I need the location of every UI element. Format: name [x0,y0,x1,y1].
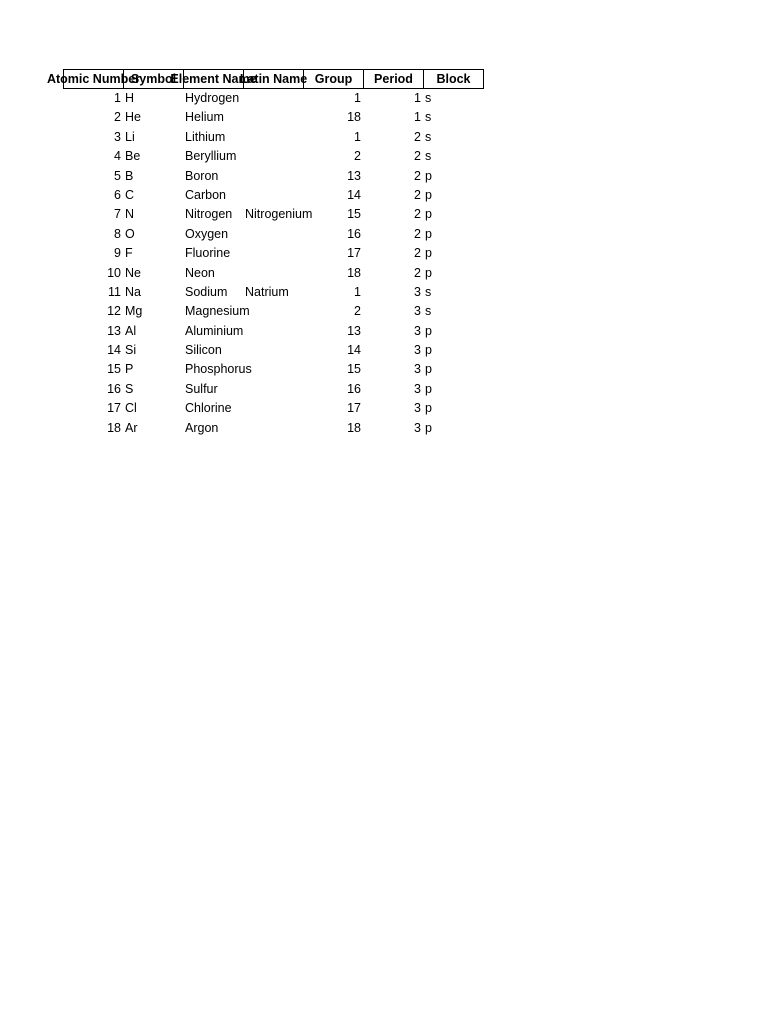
table-row [63,225,484,244]
cell-latin-name[interactable] [243,225,303,244]
cell-latin-name[interactable] [243,167,303,186]
table-row [63,341,484,360]
cell-latin-name[interactable] [243,341,303,360]
cell-group[interactable]: 17 [347,246,361,261]
cell-group[interactable]: 16 [347,381,361,396]
cell-element-name[interactable]: Beryllium [185,149,237,164]
cell-block[interactable]: s [425,304,432,319]
cell-symbol[interactable]: He [125,110,141,125]
table-row [63,302,484,321]
cell-block[interactable]: p [425,362,432,377]
cell-group[interactable]: 1 [354,129,361,144]
cell-symbol[interactable]: Cl [125,401,137,416]
cell-element-name[interactable]: Oxygen [185,226,229,241]
cell-atomic-number[interactable]: 14 [107,343,121,358]
cell-atomic-number[interactable]: 11 [108,284,121,299]
cell-latin-name[interactable] [243,147,303,166]
cell-symbol[interactable]: S [125,381,134,396]
cell-symbol[interactable]: Mg [125,304,143,319]
cell-latin-name[interactable] [243,186,303,205]
header-cell-period[interactable] [363,69,424,89]
cell-symbol[interactable]: Si [125,343,137,358]
cell-element-name[interactable]: Neon [185,265,215,280]
cell-block[interactable]: p [425,323,432,338]
cell-block[interactable]: p [425,246,432,261]
cell-element-name[interactable]: Silicon [185,343,222,358]
table-row [63,244,484,263]
header-label: Group [314,72,353,86]
cell-element-name[interactable]: Nitrogen [185,207,233,222]
cell-period[interactable]: 3 [414,323,421,338]
table-row [63,186,484,205]
cell-period[interactable]: 2 [414,226,421,241]
cell-group[interactable]: 15 [347,362,361,377]
cell-group[interactable]: 18 [347,420,361,435]
cell-block[interactable]: p [425,207,432,222]
cell-period[interactable]: 2 [414,129,421,144]
cell-latin-name[interactable] [243,419,303,438]
cell-atomic-number[interactable]: 8 [114,226,121,241]
cell-atomic-number[interactable]: 6 [114,187,121,202]
cell-block[interactable]: p [425,401,432,416]
cell-element-name[interactable]: Chlorine [185,401,232,416]
cell-symbol[interactable]: N [125,207,135,222]
header-label: Period [374,72,413,86]
cell-group[interactable]: 1 [354,91,361,105]
cell-group[interactable]: 14 [347,343,361,358]
cell-atomic-number[interactable]: 15 [107,362,121,377]
cell-group[interactable]: 1 [354,284,361,299]
cell-block[interactable]: s [425,149,432,164]
table-row [63,167,484,186]
table-row [63,205,484,224]
cell-block[interactable]: s [425,110,432,125]
table-row [63,108,484,127]
table-row [63,322,484,341]
cell-element-name[interactable]: Magnesium [185,304,250,319]
header-cell-atomic-number[interactable] [46,69,141,89]
cell-period[interactable]: 2 [414,168,421,183]
cell-atomic-number[interactable]: 5 [114,168,121,183]
cell-element-name[interactable]: Sodium [185,284,228,299]
cell-group[interactable]: 18 [347,265,361,280]
cell-group[interactable]: 2 [354,304,361,319]
cell-latin-name[interactable] [243,322,303,341]
cell-symbol[interactable]: Ar [125,420,138,435]
cell-period[interactable]: 2 [414,207,421,222]
cell-atomic-number[interactable]: 10 [107,265,121,280]
cell-symbol[interactable]: C [125,187,135,202]
cell-period[interactable]: 3 [414,304,421,319]
table-row [63,380,484,399]
cell-period[interactable]: 3 [414,284,421,299]
cell-latin-name[interactable] [243,264,303,283]
cell-block[interactable]: s [425,91,432,105]
cell-element-name[interactable]: Phosphorus [185,362,252,377]
table-row [63,264,484,283]
cell-symbol[interactable]: Li [125,129,135,144]
header-cell-group[interactable] [303,69,364,89]
table-row [63,360,484,379]
cell-element-name[interactable]: Carbon [185,187,226,202]
cell-block[interactable]: p [425,168,432,183]
header-cell-block[interactable] [423,69,484,89]
cell-atomic-number[interactable]: 9 [114,246,121,261]
header-label: Block [436,72,471,86]
cell-period[interactable]: 1 [414,110,421,125]
cell-block[interactable]: s [425,129,432,144]
cell-symbol[interactable]: Ne [125,265,141,280]
cell-element-name[interactable]: Boron [185,168,219,183]
cell-period[interactable]: 3 [414,362,421,377]
table-row [63,147,484,166]
cell-latin-name[interactable] [243,380,303,399]
cell-block[interactable]: p [425,226,432,241]
cell-element-name[interactable]: Helium [185,110,224,125]
cell-symbol[interactable]: P [125,362,134,377]
header-label: Atomic Number [46,72,141,86]
cell-latin-name[interactable] [243,302,303,321]
table-row [63,89,484,108]
header-cell-latin-name[interactable] [239,69,308,89]
cell-period[interactable]: 3 [414,420,421,435]
cell-block[interactable]: p [425,265,432,280]
cell-period[interactable]: 2 [414,246,421,261]
cell-latin-name[interactable] [243,360,303,379]
cell-group[interactable]: 17 [347,401,361,416]
cell-latin-name[interactable] [243,399,303,418]
cell-group[interactable]: 2 [354,149,361,164]
cell-atomic-number[interactable]: 17 [107,401,121,416]
cell-atomic-number[interactable]: 7 [114,207,121,222]
cell-block[interactable]: p [425,343,432,358]
cell-group[interactable]: 16 [347,226,361,241]
cell-period[interactable]: 1 [414,91,421,105]
header-label: Latin Name [239,72,308,86]
cell-period[interactable]: 3 [414,343,421,358]
cell-period[interactable]: 3 [414,381,421,396]
header-label: Symbol [130,72,177,86]
table-row [63,399,484,418]
header-label: Element Name [170,72,257,86]
cell-latin-name[interactable]: Natrium [245,284,289,299]
cell-atomic-number[interactable]: 2 [114,110,121,125]
cell-symbol[interactable]: Na [125,284,141,299]
cell-element-name[interactable]: Hydrogen [185,91,240,105]
cell-period[interactable]: 3 [414,401,421,416]
cell-group[interactable]: 13 [347,168,361,183]
cell-symbol[interactable]: H [125,91,135,105]
table-body [63,89,484,438]
cell-element-name[interactable]: Fluorine [185,246,231,261]
cell-block[interactable]: p [425,420,432,435]
cell-symbol[interactable]: F [125,246,133,261]
cell-block[interactable]: s [425,284,432,299]
cell-atomic-number[interactable]: 3 [114,129,121,144]
header-cell-element-name[interactable] [170,69,257,89]
cell-latin-name[interactable]: Nitrogenium [245,207,313,222]
cell-block[interactable]: p [425,381,432,396]
cell-atomic-number[interactable]: 18 [107,420,121,435]
cell-symbol[interactable]: B [125,168,134,183]
spreadsheet [46,69,484,438]
cell-period[interactable]: 2 [414,187,421,202]
cell-atomic-number[interactable]: 1 [114,91,121,105]
table-row [63,283,484,302]
table-row [63,128,484,147]
cell-atomic-number[interactable]: 12 [107,304,121,319]
cell-group[interactable]: 14 [347,187,361,202]
cell-element-name[interactable]: Sulfur [185,381,218,396]
cell-atomic-number[interactable]: 13 [107,323,121,338]
header-row [46,69,484,89]
cell-element-name[interactable]: Lithium [185,129,226,144]
cell-group[interactable]: 18 [347,110,361,125]
table-row [63,419,484,438]
cell-latin-name[interactable] [243,128,303,147]
cell-element-name[interactable]: Aluminium [185,323,244,338]
cell-latin-name[interactable] [243,89,303,108]
cell-symbol[interactable]: Al [125,323,137,338]
cell-atomic-number[interactable]: 4 [114,149,121,164]
cell-block[interactable]: p [425,187,432,202]
cell-symbol[interactable]: O [125,226,135,241]
cell-period[interactable]: 2 [414,265,421,280]
cell-period[interactable]: 2 [414,149,421,164]
cell-atomic-number[interactable]: 16 [107,381,121,396]
cell-group[interactable]: 15 [347,207,361,222]
cell-latin-name[interactable] [243,244,303,263]
cell-latin-name[interactable] [243,108,303,127]
cell-group[interactable]: 13 [347,323,361,338]
cell-element-name[interactable]: Argon [185,420,219,435]
cell-symbol[interactable]: Be [125,149,141,164]
